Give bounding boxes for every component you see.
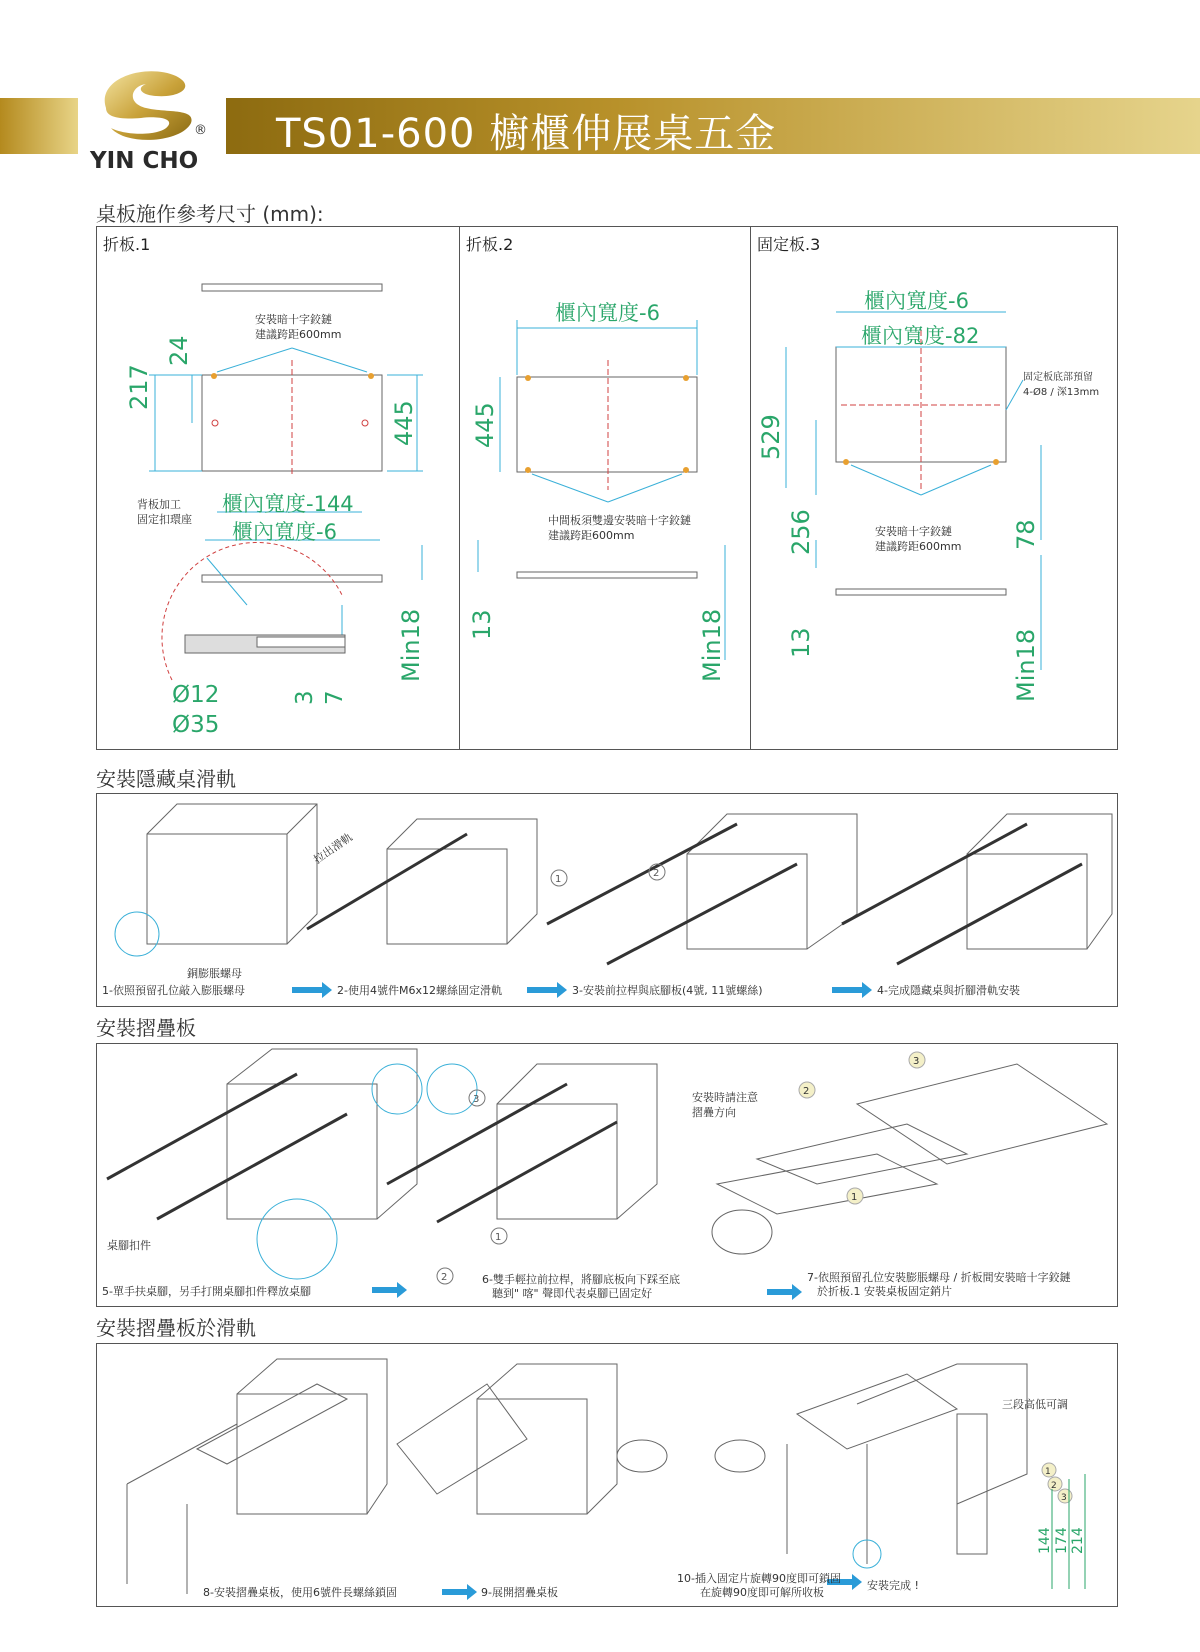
step-6-caption-2: 聽到" 喀" 聲即代表桌腳已固定好 [492,1287,653,1300]
step-7-caption: 7-依照預留孔位安裝膨脹螺母 / 折板間安裝暗十字鉸鏈 [807,1271,1071,1284]
brand-name: YIN CHO [90,148,199,174]
step-1-caption: 1-依照預留孔位敲入膨脹螺母 [102,984,245,997]
dim-144: 144 [1037,1527,1053,1554]
rail-install-drawing [97,794,1117,1006]
step-10-caption-2: 在旋轉90度即可解所收板 [700,1586,824,1599]
nut-label: 銅膨脹螺母 [187,967,242,980]
dim-d12: Ø12 [172,682,220,708]
step-7-caption-2: 於折板.1 安裝桌板固定銷片 [817,1285,952,1298]
back-note-2: 固定扣環座 [137,513,192,526]
step-6-caption: 6-雙手輕拉前拉桿，將腳底板向下踩至底 [482,1273,680,1286]
section1-title: 桌板施作參考尺寸 (mm): [96,202,324,226]
dim-214: 214 [1070,1527,1086,1554]
hinge-span-note: 建議跨距600mm [548,529,635,542]
hinge-span-note: 建議跨距600mm [875,540,962,553]
step-num: 2 [803,1086,810,1097]
step-num: 3 [913,1056,920,1067]
step-num: 2 [441,1272,448,1283]
hole-note: 固定板底部預留 [1023,372,1093,383]
step-num: 2 [1051,1481,1057,1491]
dim-13: 13 [468,609,496,640]
registered-mark: ® [194,123,207,138]
step-3-caption: 3-安裝前拉桿與底腳板(4號, 11號螺絲) [572,984,763,997]
dim-d35: Ø35 [172,712,220,738]
hinge-note: 安裝暗十字鉸鏈 [875,525,952,538]
dim-445: 445 [390,400,418,446]
panel2-label: 折板.2 [466,235,514,254]
panel2-drawing [460,250,750,748]
back-note: 背板加工 [137,498,181,511]
leg-clip-label: 桌腳扣件 [107,1239,151,1252]
panel1-label: 折板.1 [103,235,151,254]
pull-rail-label: 拉出滑軌 [311,830,355,867]
step-10-caption: 10-插入固定片旋轉90度即可鎖固 [677,1572,841,1585]
section3-title: 安裝摺疊板 [96,1016,196,1040]
header-bar-left [0,98,78,154]
panel1-drawing [97,250,459,748]
width-minus-82: 櫃內寬度-82 [861,324,980,348]
panel3-label: 固定板.3 [757,235,821,254]
step-num: 1 [495,1232,502,1243]
step-num: 1 [555,874,562,885]
hinge-span-note: 建議跨距600mm [255,328,342,341]
logo-icon [86,58,216,148]
step-5-caption: 5-單手扶桌腳，另手打開桌腳扣件釋放桌腳 [102,1285,311,1298]
panel3-drawing [751,250,1117,748]
hinge-note: 安裝暗十字鉸鏈 [255,313,332,326]
step-num: 3 [1061,1493,1067,1503]
dim-3: 3 [292,690,318,705]
step-num: 2 [653,868,660,879]
width-minus-6: 櫃內寬度-6 [864,289,969,313]
height-adjust-label: 三段高低可調 [1002,1398,1068,1411]
dim-445: 445 [471,402,499,448]
dim-min18: Min18 [698,608,726,682]
hinge-note: 中間板須雙邊安裝暗十字鉸鏈 [548,514,691,527]
step-num: 1 [1045,1467,1051,1477]
dim-7: 7 [322,690,348,705]
done-caption: 安裝完成 ! [867,1579,919,1592]
step-num: 3 [473,1094,480,1105]
step-8-caption: 8-安裝摺疊桌板，使用6號件長螺絲鎖固 [203,1586,397,1599]
fold-note: 安裝時請注意 [692,1091,758,1104]
step-2-caption: 2-使用4號件M6x12螺絲固定滑軌 [337,984,502,997]
dim-174: 174 [1054,1527,1070,1554]
step-4-caption: 4-完成隱藏桌與折腳滑軌安裝 [877,984,1020,997]
dim-78: 78 [1012,519,1040,550]
folding-board-drawing [97,1044,1117,1306]
page-title: TS01-600 櫥櫃伸展桌五金 [276,111,777,157]
section4-title: 安裝摺疊板於滑軌 [96,1316,256,1340]
step-num: 1 [851,1192,858,1203]
step-9-caption: 9-展開摺疊桌板 [481,1586,558,1599]
dim-24: 24 [165,335,193,366]
dim-13: 13 [787,627,815,658]
width-minus-6: 櫃內寬度-6 [232,520,337,544]
dim-min18: Min18 [1012,628,1040,702]
dim-min18: Min18 [397,608,425,682]
width-minus-6: 櫃內寬度-6 [555,301,660,325]
dim-256: 256 [787,509,815,555]
dim-217: 217 [125,364,153,410]
fold-direction-note: 摺疊方向 [692,1106,736,1119]
board-to-rail-drawing [97,1344,1117,1606]
section2-title: 安裝隱藏桌滑軌 [96,767,236,791]
dim-529: 529 [757,414,785,460]
hole-spec-note: 4-Ø8 / 深13mm [1023,387,1100,398]
width-minus-144: 櫃內寬度-144 [222,492,354,516]
